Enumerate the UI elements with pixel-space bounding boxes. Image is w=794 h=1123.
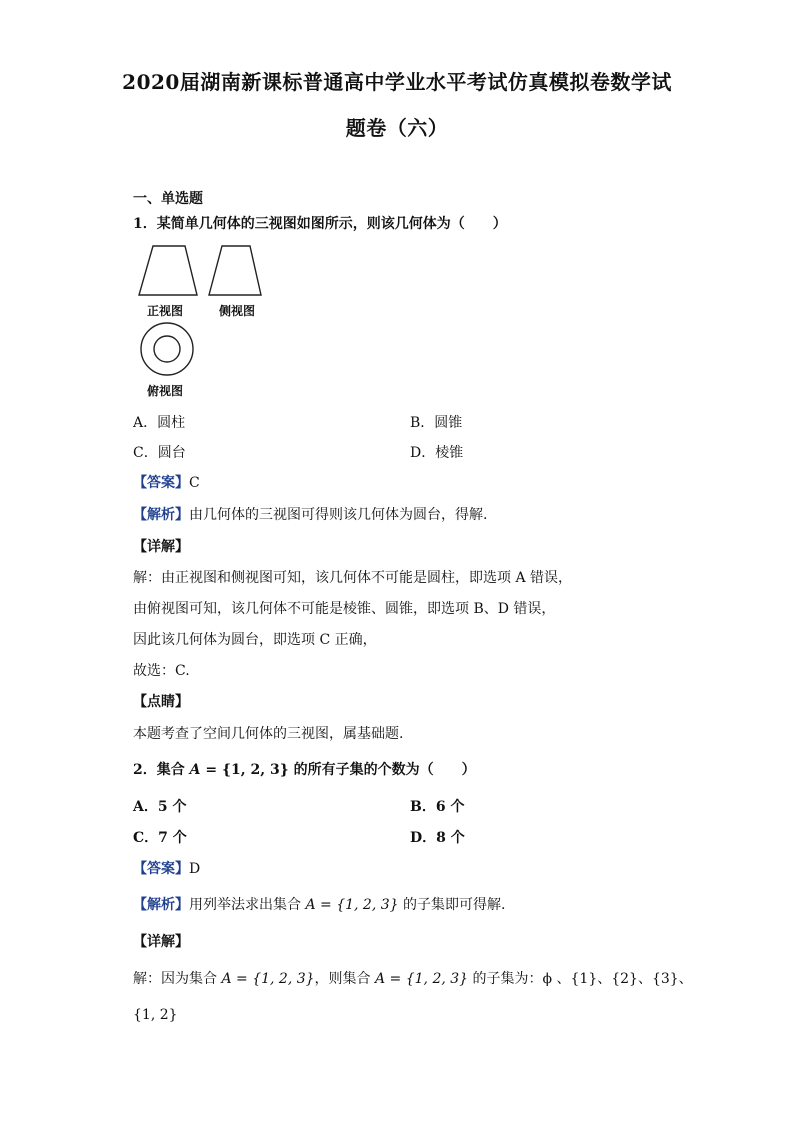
q2-detail-line-2: {1, 2} [133, 1007, 178, 1023]
side-view-trapezoid [209, 246, 261, 295]
detail-text-b: ，则集合 [314, 971, 375, 987]
q1-detail-tag: 【详解】 [133, 539, 189, 555]
q2-answer [133, 858, 200, 878]
q1-option-b: B．圆锥 [410, 415, 463, 431]
q1-answer [133, 472, 200, 492]
answer-value: C [189, 475, 200, 491]
detail-subsets: ϕ 、{1}、{2}、{3}、 [542, 971, 693, 987]
answer-tag: 【答案】 [133, 475, 189, 491]
q2-option-c: C．7 个 [133, 830, 187, 846]
q2-stem [133, 759, 476, 779]
q2-stem-prefix: 2．集合 [133, 762, 190, 778]
q2-set-variable: A [189, 762, 201, 778]
top-view-inner-circle [154, 336, 180, 362]
q2-option-a: A．5 个 [133, 799, 187, 815]
q2-option-b: B．6 个 [410, 799, 465, 815]
q2-set-expression: = {1, 2, 3} [200, 762, 289, 778]
q1-detail-line-2: 由俯视图可知，该几何体不可能是棱锥、圆锥，即选项 B、D 错误， [133, 601, 556, 617]
q1-stem: 1．某简单几何体的三视图如图所示，则该几何体为（ ） [133, 216, 507, 232]
q1-option-a: A．圆柱 [133, 415, 186, 431]
analysis-tag: 【解析】 [133, 507, 189, 523]
q1-detail-line-3: 因此该几何体为圆台，即选项 C 正确， [133, 632, 377, 648]
q1-option-c: C．圆台 [133, 445, 186, 461]
q1-detail-line-4: 故选：C. [133, 663, 190, 679]
analysis-prefix: 用列举法求出集合 [189, 897, 306, 913]
front-view-label: 正视图 [147, 304, 184, 318]
detail-set-2: A = {1, 2, 3} [374, 971, 469, 987]
top-view-outer-circle [141, 323, 193, 375]
detail-text-a: 解：因为集合 [133, 971, 222, 987]
q2-analysis [133, 894, 505, 914]
side-view-label: 侧视图 [219, 304, 256, 318]
q2-detail-tag: 【详解】 [133, 934, 189, 950]
section-label: 一、单选题 [133, 191, 203, 207]
q2-option-d: D．8 个 [410, 830, 465, 846]
detail-set-1: A = {1, 2, 3} [221, 971, 315, 987]
page-title-line-2: 题卷（六） [345, 116, 449, 140]
q1-top-view-figure [138, 320, 196, 378]
analysis-tag: 【解析】 [133, 897, 189, 913]
detail-text-c: 的子集为： [468, 971, 543, 987]
q1-three-view-figure-top [133, 243, 263, 303]
answer-value: D [189, 861, 201, 877]
q1-detail-line-1: 解：由正视图和侧视图可知，该几何体不可能是圆柱，即选项 A 错误， [133, 570, 573, 586]
q1-option-d: D．棱锥 [410, 445, 464, 461]
q1-analysis [133, 504, 487, 524]
page-title-line-1: 2020届湖南新课标普通高中学业水平考试仿真模拟卷数学试 [122, 70, 672, 94]
analysis-suffix: 的子集即可得解. [398, 897, 506, 913]
q2-stem-suffix: 的所有子集的个数为（ ） [288, 762, 476, 778]
top-view-label: 俯视图 [147, 384, 184, 398]
front-view-trapezoid [139, 246, 197, 295]
q1-comment: 本题考查了空间几何体的三视图，属基础题. [133, 726, 404, 742]
q1-comment-tag: 【点睛】 [133, 694, 189, 710]
q2-detail-line-1 [133, 968, 693, 988]
analysis-text: 由几何体的三视图可得则该几何体为圆台，得解. [189, 507, 488, 523]
answer-tag: 【答案】 [133, 861, 189, 877]
analysis-set: A = {1, 2, 3} [305, 897, 399, 913]
